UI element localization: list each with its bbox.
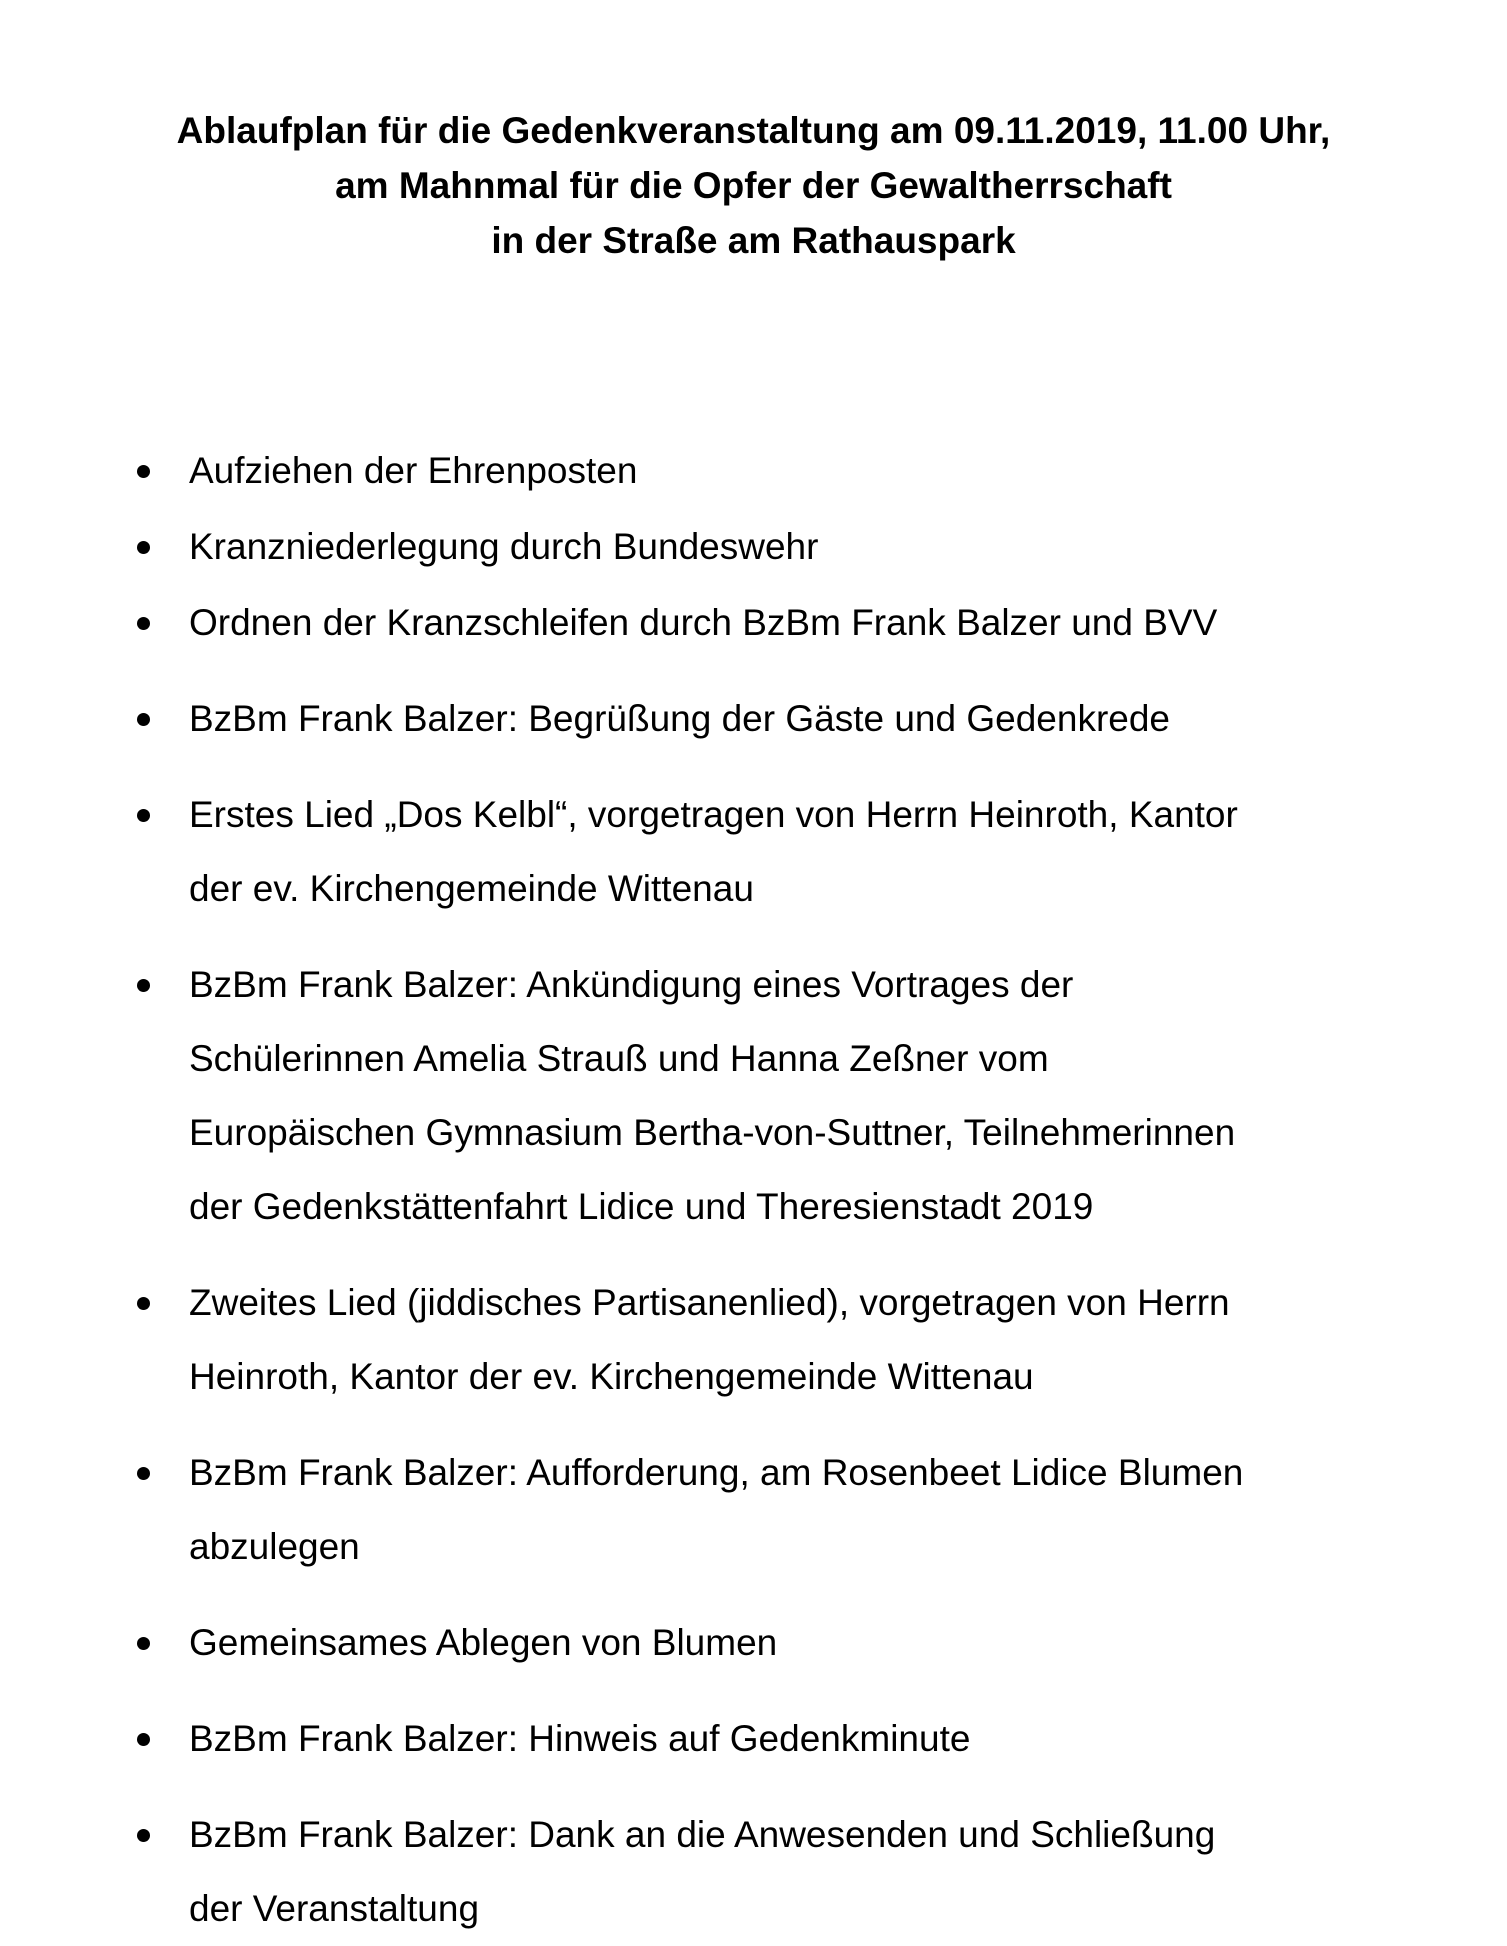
agenda-item-text: Heinroth, Kantor der ev. Kirchengemeinde Wittenau (189, 1356, 1034, 1397)
agenda-item-text: der Gedenkstättenfahrt Lidice und Theresienstadt 2019 (189, 1186, 1094, 1227)
agenda-item (0, 1606, 1507, 1680)
bullet-icon (137, 809, 150, 822)
agenda-item (0, 586, 1507, 660)
agenda-item (0, 778, 1507, 926)
agenda-item-text: Schülerinnen Amelia Strauß und Hanna Zeßner vom (189, 1038, 1049, 1079)
bullet-icon (137, 1733, 150, 1746)
bullet-icon (137, 1467, 150, 1480)
agenda-item-text: BzBm Frank Balzer: Hinweis auf Gedenkminute (189, 1718, 971, 1759)
agenda-item (0, 948, 1507, 1244)
agenda-item-text: abzulegen (189, 1526, 360, 1567)
agenda-list (0, 434, 1507, 1946)
agenda-item-text: der Veranstaltung (189, 1888, 480, 1929)
agenda-item (0, 1436, 1507, 1584)
agenda-item-text: Kranzniederlegung durch Bundeswehr (189, 526, 819, 567)
title-line-2: am Mahnmal für die Opfer der Gewaltherrschaft (335, 165, 1172, 206)
agenda-item-text: Ordnen der Kranzschleifen durch BzBm Frank Balzer und BVV (189, 602, 1218, 643)
document-title (0, 103, 1507, 268)
agenda-item (0, 682, 1507, 756)
title-line-1: Ablaufplan für die Gedenkveranstaltung am 09.11.2019, 11.00 Uhr, (176, 110, 1331, 151)
title-line-3: in der Straße am Rathauspark (491, 220, 1016, 261)
bullet-icon (137, 541, 150, 554)
agenda-item (0, 1702, 1507, 1776)
agenda-item-text: BzBm Frank Balzer: Begrüßung der Gäste und Gedenkrede (189, 698, 1171, 739)
bullet-icon (137, 713, 150, 726)
agenda-item (0, 434, 1507, 508)
agenda-item-text: BzBm Frank Balzer: Dank an die Anwesenden und Schließung (189, 1814, 1216, 1855)
agenda-item (0, 1798, 1507, 1946)
agenda-item-text: Zweites Lied (jiddisches Partisanenlied), vorgetragen von Herrn (189, 1282, 1230, 1323)
agenda-item-text: der ev. Kirchengemeinde Wittenau (189, 868, 754, 909)
agenda-item-text: Gemeinsames Ablegen von Blumen (189, 1622, 778, 1663)
bullet-icon (137, 465, 150, 478)
agenda-item-text: BzBm Frank Balzer: Ankündigung eines Vortrages der (189, 964, 1074, 1005)
bullet-icon (137, 1637, 150, 1650)
agenda-item-text: BzBm Frank Balzer: Aufforderung, am Rosenbeet Lidice Blumen (189, 1452, 1244, 1493)
bullet-icon (137, 1297, 150, 1310)
agenda-item-text: Aufziehen der Ehrenposten (189, 450, 638, 491)
agenda-item (0, 1266, 1507, 1414)
agenda-item-text: Europäischen Gymnasium Bertha-von-Suttner, Teilnehmerinnen (189, 1112, 1236, 1153)
bullet-icon (137, 979, 150, 992)
bullet-icon (137, 1829, 150, 1842)
agenda-item (0, 510, 1507, 584)
agenda-item-text: Erstes Lied „Dos Kelbl“, vorgetragen von Herrn Heinroth, Kantor (189, 794, 1238, 835)
bullet-icon (137, 617, 150, 630)
